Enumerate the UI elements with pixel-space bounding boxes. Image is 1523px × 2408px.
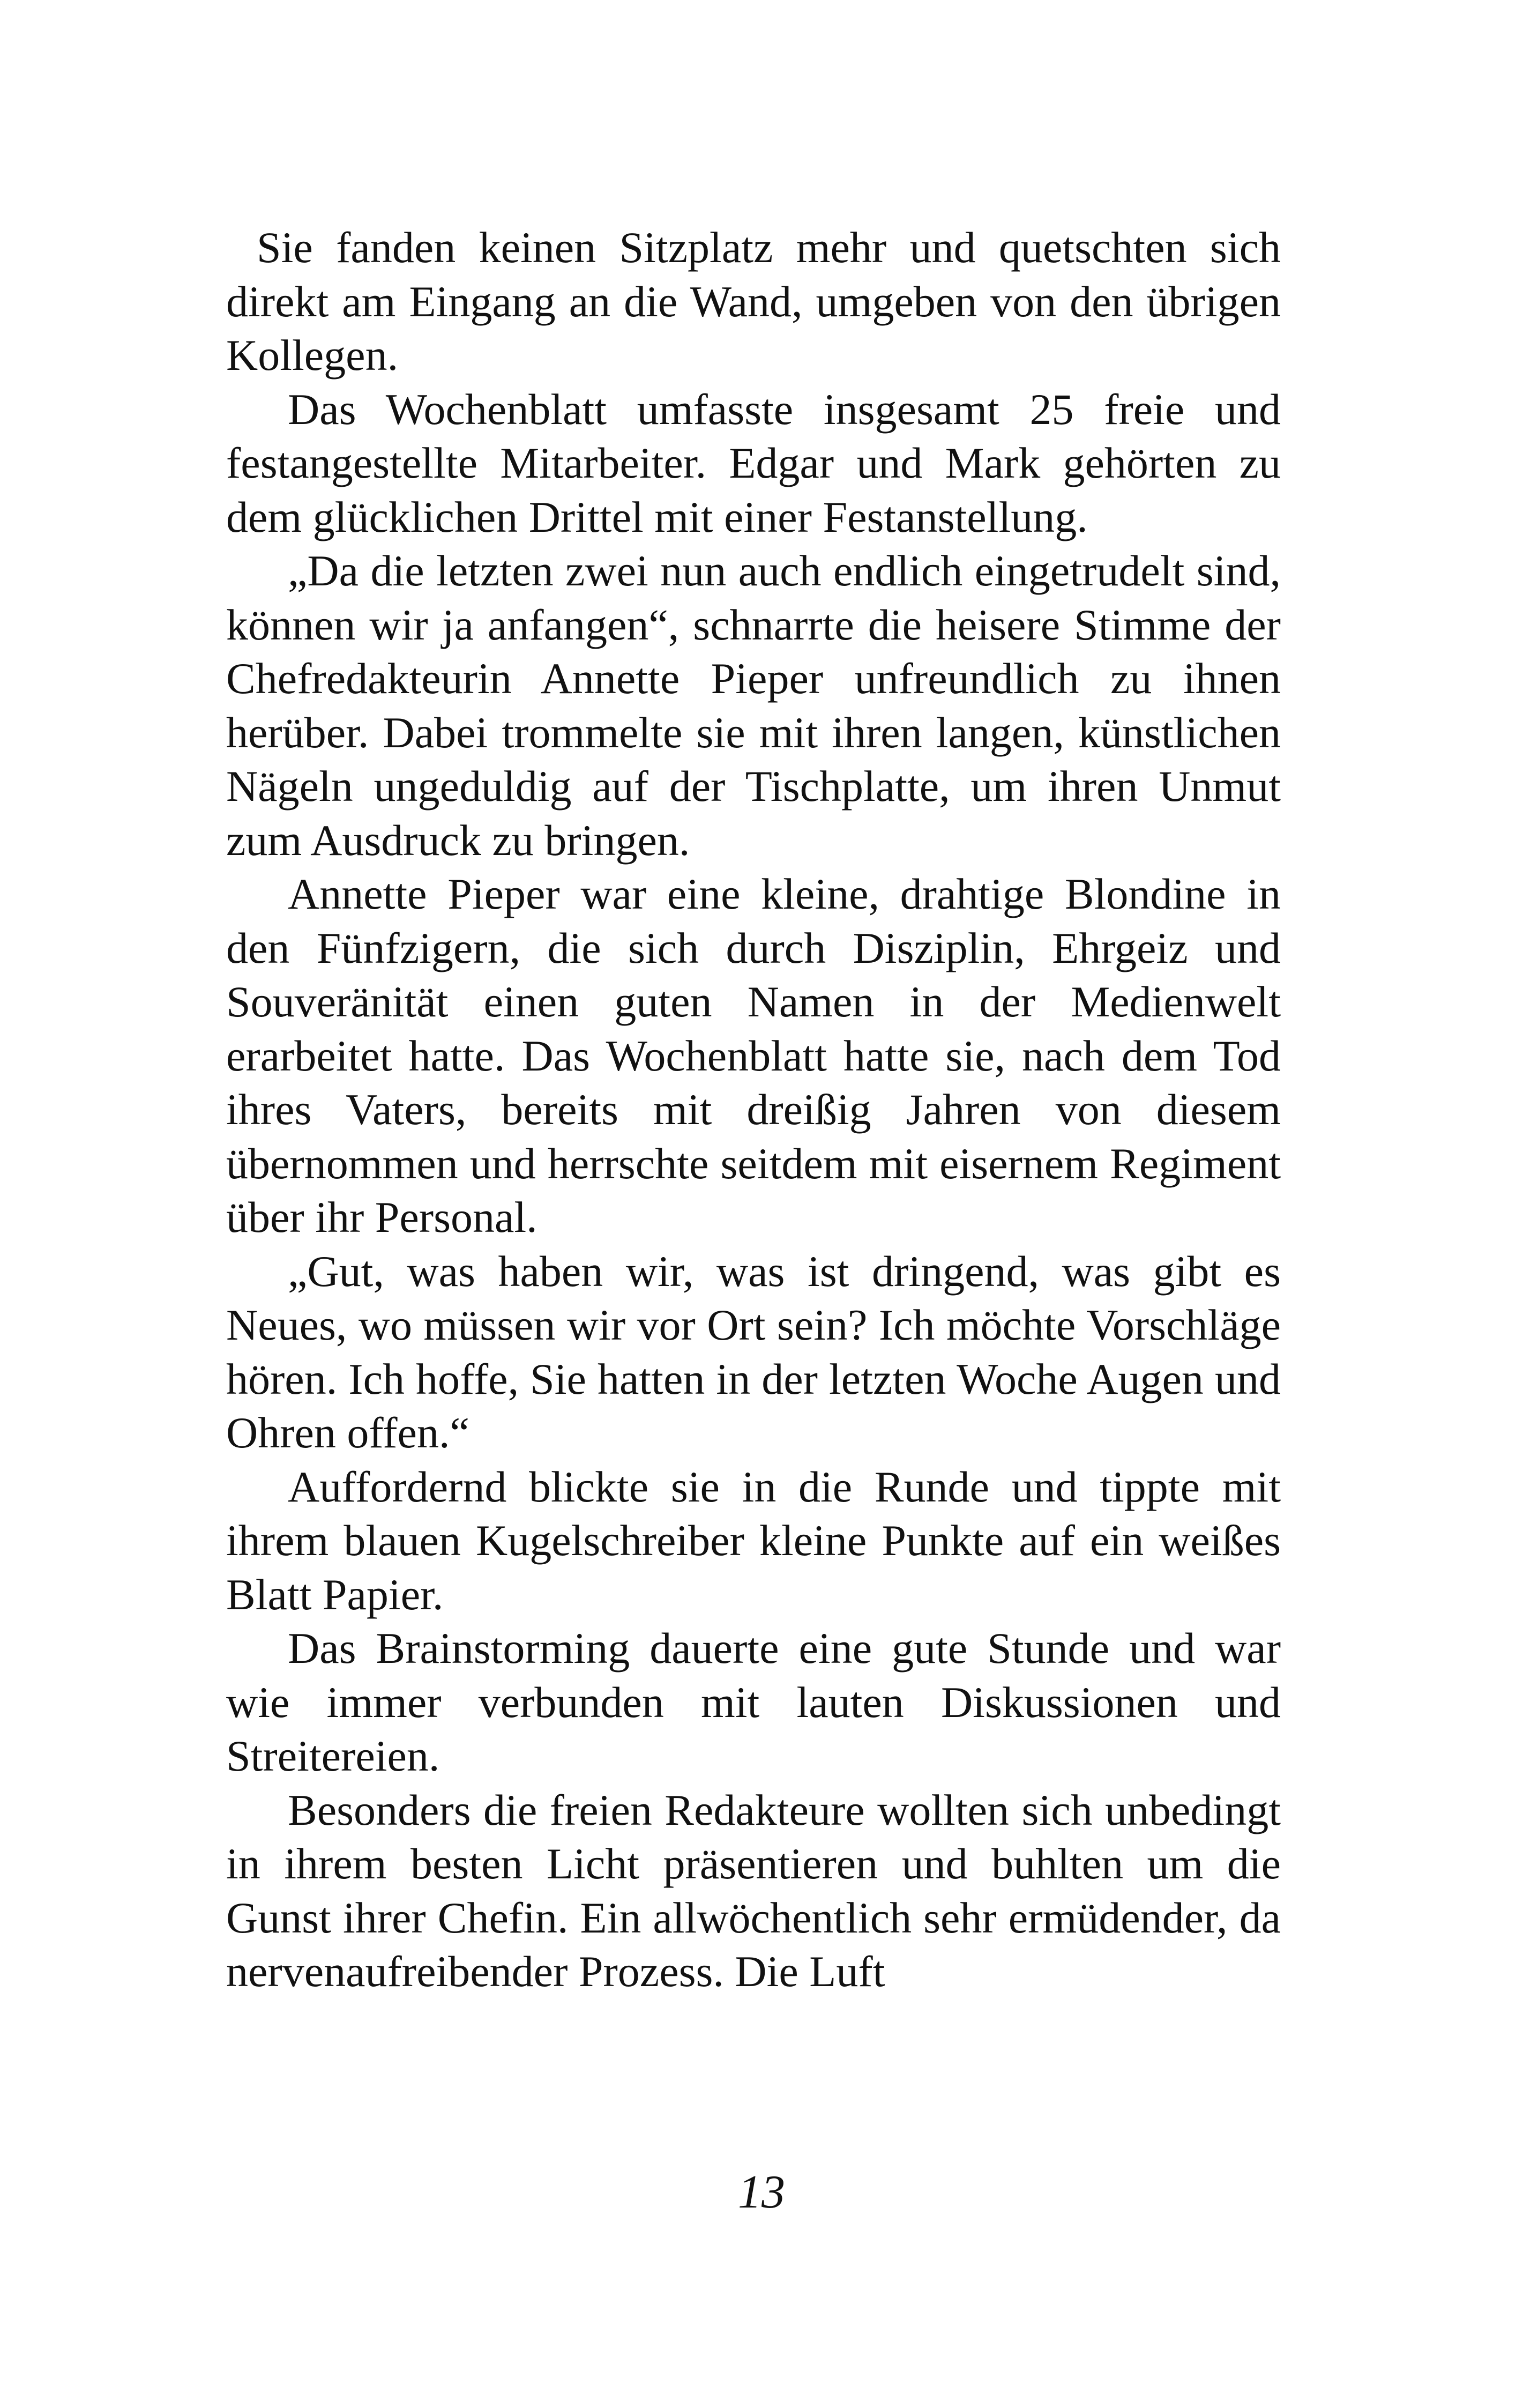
body-text (226, 221, 1281, 1999)
paragraph: Annette Pieper war eine kleine, drahtige Blondine in den Fünfzigern, die sich durch Disziplin, Ehrgeiz und Souveränität einen guten Namen in der Medienwelt erarbeitet hatte. Das Wochenblatt hatte sie, nach dem Tod ihres Vaters, bereits mit dreißig Jahren von diesem übernommen und herrschte seitdem mit eisernem Regiment über ihr Personal. (226, 869, 1281, 1242)
page-number: 13 (738, 2166, 785, 2218)
paragraph: Sie fanden keinen Sitzplatz mehr und quetschten sich direkt am Eingang an die Wand, umgeben von den übrigen Kollegen. (226, 223, 1281, 380)
paragraph: „Da die letzten zwei nun auch endlich eingetrudelt sind, können wir ja anfangen“, schnarrte die heisere Stimme der Chefredakteurin Annette Pieper unfreundlich zu ihnen herüber. Dabei trommelte sie mit ihren langen, künstlichen Nägeln ungeduldig auf der Tischplatte, um ihren Unmut zum Ausdruck zu bringen. (226, 546, 1281, 865)
paragraph: Das Brainstorming dauerte eine gute Stunde und war wie immer verbunden mit lauten Diskussionen und Streitereien. (226, 1624, 1281, 1780)
paragraph: Besonders die freien Redakteure wollten sich unbedingt in ihrem besten Licht präsentieren und buhlten um die Gunst ihrer Chefin. Ein allwöchentlich sehr ermüdender, da nervenaufreibender Prozess. Die Luft (226, 1785, 1281, 1996)
paragraph: „Gut, was haben wir, was ist dringend, was gibt es Neues, wo müssen wir vor Ort sein? Ich möchte Vorschläge hören. Ich hoffe, Sie hatten in der letzten Woche Augen und Ohren offen.“ (226, 1246, 1281, 1457)
paragraph: Auffordernd blickte sie in die Runde und tippte mit ihrem blauen Kugelschreiber kleine Punkte auf ein weißes Blatt Papier. (226, 1462, 1281, 1619)
paragraph: Das Wochenblatt umfasste insgesamt 25 freie und festangestellte Mitarbeiter. Edgar und Mark gehörten zu dem glücklichen Drittel mit einer Festanstellung. (226, 384, 1281, 541)
